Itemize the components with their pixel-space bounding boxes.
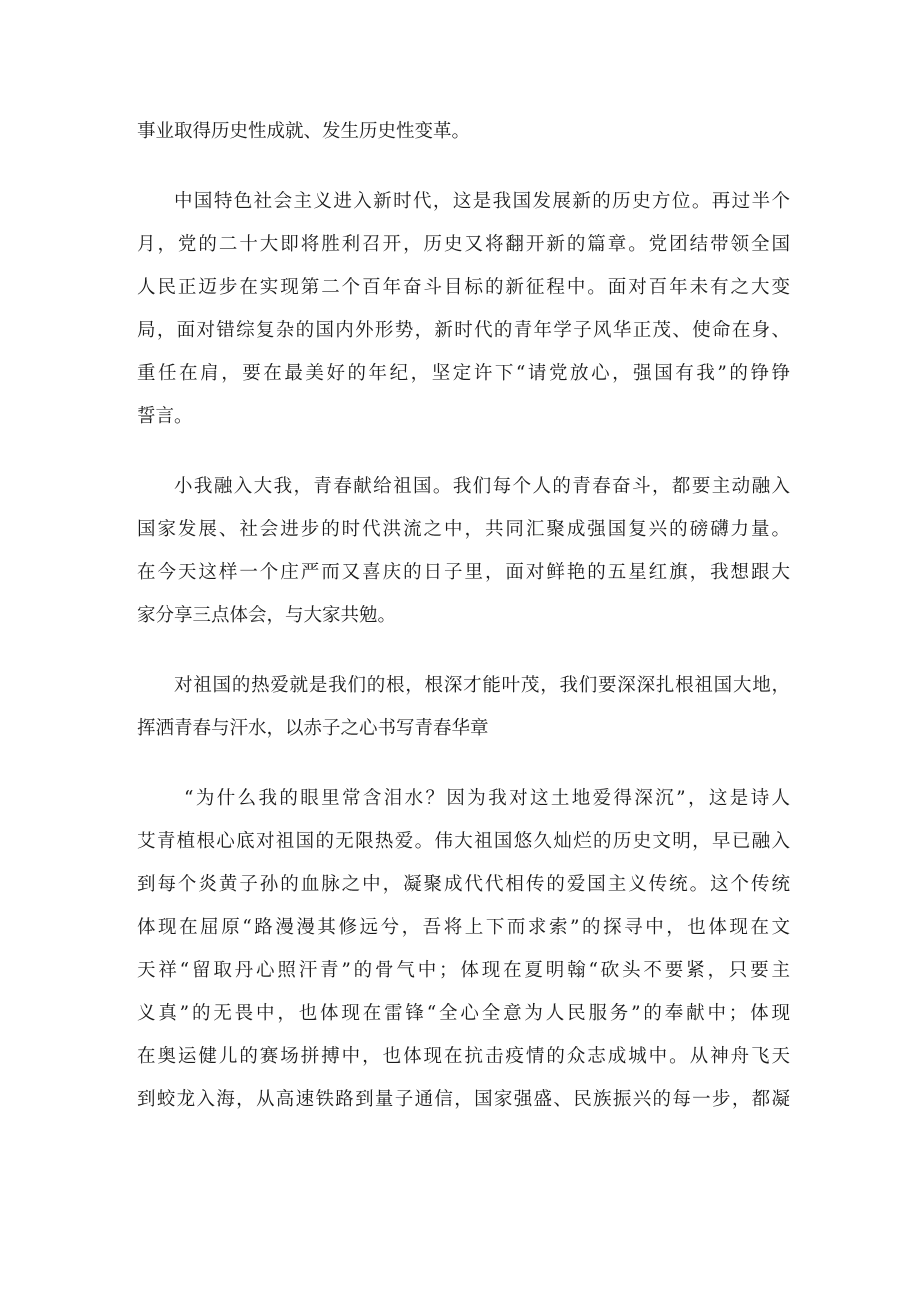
- paragraph-2-line-3: 家分享三点体会，与大家共勉。: [137, 605, 397, 626]
- paragraph-4-line-2: 到每个炎黄子孙的血脉之中，凝聚成代代相传的爱国主义传统。这个传统: [137, 874, 790, 895]
- paragraph-1-line-1: 月，党的二十大即将胜利召开，历史又将翻开新的篇章。党团结带领全国: [137, 234, 790, 255]
- paragraph-2-line-0: 小我融入大我，青春献给祖国。我们每个人的青春奋斗，都要主动融入: [174, 476, 790, 497]
- paragraph-1-line-5: 誓言。: [137, 406, 193, 427]
- paragraph-4-line-1: 艾青植根心底对祖国的无限热爱。伟大祖国悠久灿烂的历史文明，早已融入: [137, 831, 790, 852]
- paragraph-1-line-3: 局，面对错综复杂的国内外形势，新时代的青年学子风华正茂、使命在身、: [137, 320, 790, 341]
- paragraph-2-line-2: 在今天这样一个庄严而又喜庆的日子里，面对鲜艳的五星红旗，我想跟大: [137, 562, 790, 583]
- paragraph-3-line-0: 对祖国的热爱就是我们的根，根深才能叶茂，我们要深深扎根祖国大地，: [174, 675, 790, 696]
- paragraph-4-line-6: 在奥运健儿的赛场拼搏中，也体现在抗击疫情的众志成城中。从神舟飞天: [137, 1046, 790, 1067]
- paragraph-4-line-0: “为什么我的眼里常含泪水？因为我对这土地爱得深沉”，这是诗人: [184, 788, 790, 809]
- paragraph-3-line-1: 挥洒青春与汗水，以赤子之心书写青春华章: [137, 718, 489, 739]
- paragraph-0-line-0: 事业取得历史性成就、发生历史性变革。: [137, 121, 471, 142]
- paragraph-4-line-4: 天祥“留取丹心照汗青”的骨气中；体现在夏明翰“砍头不要紧，只要主: [137, 960, 790, 981]
- paragraph-4-line-5: 义真”的无畏中，也体现在雷锋“全心全意为人民服务”的奉献中；体现: [137, 1003, 790, 1024]
- paragraph-2-line-1: 国家发展、社会进步的时代洪流之中，共同汇聚成强国复兴的磅礴力量。: [137, 519, 790, 540]
- paragraph-1-line-2: 人民正迈步在实现第二个百年奋斗目标的新征程中。面对百年未有之大变: [137, 277, 790, 298]
- paragraph-1-line-0: 中国特色社会主义进入新时代，这是我国发展新的历史方位。再过半个: [174, 191, 790, 212]
- paragraph-4-line-7: 到蛟龙入海，从高速铁路到量子通信，国家强盛、民族振兴的每一步，都凝: [137, 1089, 790, 1110]
- paragraph-1-line-4: 重任在肩，要在最美好的年纪，坚定许下“请党放心，强国有我”的铮铮: [137, 363, 790, 384]
- paragraph-4-line-3: 体现在屈原“路漫漫其修远兮，吾将上下而求索”的探寻中，也体现在文: [137, 917, 790, 938]
